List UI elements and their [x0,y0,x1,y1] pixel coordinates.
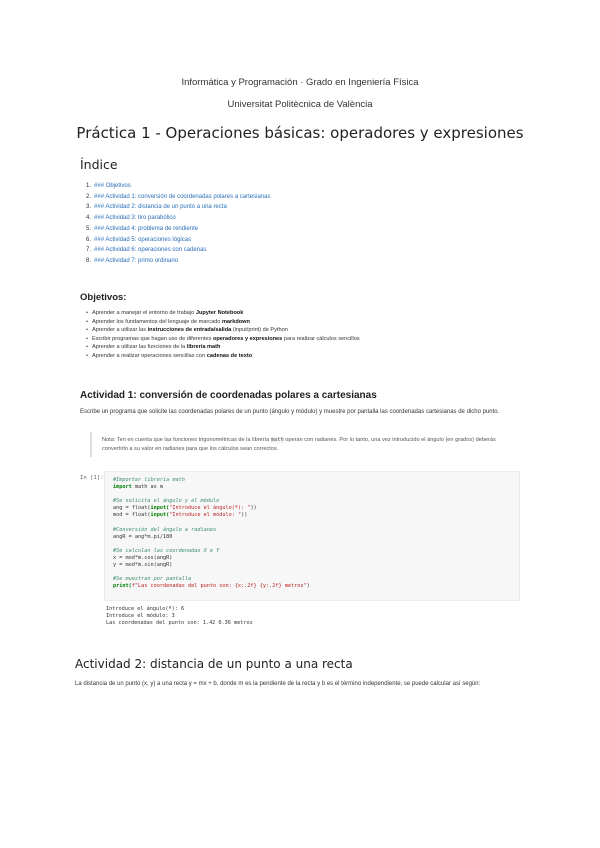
objetivo-pre: Aprender a manejar el entorno de trabajo [91,310,196,316]
code-comment: #Se muestran por pantalla [113,576,192,583]
code-comment: #Se calculan las coordenadas X e Y [113,547,220,554]
code-string: "Introduce el ángulo(º): " [169,505,251,512]
objetivo-pre: Escribir programas que hagan uso de diferentes [91,335,213,342]
objetivo-item [86,309,526,318]
code-line: angR = ang*m.pi/180 [113,533,173,540]
code-line: y = mod*m.sin(angR) [113,562,173,569]
code-block [113,477,511,591]
code-line: )) [250,505,257,512]
note-text-post: operan con radianes. Por lo tanto, una vez introducido el ángulo (en grados) deberás convertirlo a su valor en radianes para que los cálculos sean correctos. [102,437,496,452]
output-line: Las coordenadas del punto son: 1.42 0.36 metros [106,620,253,627]
objetivo-item [86,352,526,361]
toc-link[interactable]: ### Actividad 7: primo ordinario [94,257,179,264]
toc-link[interactable]: ### Actividad 6: operaciones con cadenas [94,247,207,254]
toc-item-number: 5. [86,225,92,232]
note-text-pre: Nota: Ten en cuenta que las funciones trigonométricas de la librería [102,437,271,443]
code-line: )) [241,512,248,519]
code-builtin: input( [150,512,170,519]
code-line: mod = float( [113,512,151,519]
toc-item-number: 2. [86,193,92,200]
toc-link[interactable]: ### Actividad 3: tiro parabólico [94,215,176,222]
actividad1-heading: Actividad 1: conversión de coordenadas polares a cartesianas [80,390,377,401]
toc-link[interactable]: ### Actividad 1: conversión de coordenadas polares a cartesianas [94,193,271,200]
note-code: math [270,437,284,443]
toc-item [86,256,270,267]
toc-item [86,213,270,224]
toc-item-number: 1. [86,183,92,189]
objetivo-pre: Aprender a utilizar las [91,327,148,334]
code-builtin: input( [150,505,170,512]
objetivo-pre: Aprender los fundamentos del lenguaje de marcado [91,318,222,325]
actividad2-text: La distancia de un punto (x, y) a una recta y = mx + b, donde m es la pendiente de la recta y b es el término independiente, se puede calcular así según: [75,681,481,687]
code-comment: #Se solicita el ángulo y el módulo [113,498,220,505]
objetivo-post: (input/print) de Python [231,327,288,334]
toc-item [86,224,270,235]
note-blockquote [90,432,518,457]
table-of-contents [86,181,270,267]
objetivo-bold: cadenas de texto [206,352,253,359]
code-line: math as m [131,484,163,491]
objetivo-item [86,343,526,352]
toc-item [86,245,270,256]
indice-heading: Índice [80,157,118,172]
university-header: Universitat Politècnica de València [227,99,373,110]
output-line: Introduce el módulo: 3 [106,613,175,620]
code-comment: #Importar librería math [113,477,185,483]
objetivo-bold: instrucciones de entrada/salida [147,327,232,334]
actividad1-intro: Escribe un programa que solicite las coordenadas polares de un punto (ángulo y módulo) y muestre por pantalla las coordenadas cartesianas de dicho punto. [80,409,500,415]
code-comment: #Conversión del ángulo a radianes [113,526,217,533]
objetivo-pre: Aprender a realizar operaciones sencillas con [91,352,207,359]
code-builtin: print( [113,583,132,590]
code-line: ang = float( [113,505,151,512]
code-keyword: import [113,484,132,491]
actividad2-heading: Actividad 2: distancia de un punto a una recta [75,657,353,671]
toc-item [86,192,270,203]
toc-link[interactable]: ### Actividad 5: operaciones lógicas [94,236,192,243]
code-cell[interactable] [104,471,520,601]
objetivo-bold: operadores y expresiones [212,335,283,342]
toc-item [86,181,270,192]
toc-item [86,202,270,213]
objetivo-item [86,318,526,327]
toc-item [86,235,270,246]
toc-item-number: 8. [86,257,92,264]
objetivo-post: para realizar cálculos sencillos [282,335,360,342]
objetivo-bold: Jupyter Notebook [195,310,244,316]
code-line: x = mod*m.cos(angR) [113,555,173,562]
toc-link[interactable]: ### Actividad 2: distancia de un punto a una recta [94,204,227,211]
objetivo-item [86,326,526,335]
objetivo-pre: Aprender a utilizar las funciones de la [91,344,187,351]
course-header: Informática y Programación · Grado en Ingeniería Física [181,77,419,88]
cell-prompt: In [1]: [80,475,104,481]
code-string: "Introduce el módulo: " [169,512,242,519]
toc-item-number: 4. [86,215,92,222]
toc-item-number: 3. [86,204,92,211]
toc-item-number: 7. [86,247,92,254]
output-line: Introduce el ángulo(º): 6 [106,606,185,612]
toc-item-number: 6. [86,236,92,243]
objetivos-heading: Objetivos: [80,292,127,303]
objetivo-bold: markdown [221,318,250,325]
objetivos-list [86,309,526,361]
objetivo-item [86,335,526,344]
code-line: ) [306,583,310,590]
page-title: Práctica 1 - Operaciones básicas: operadores y expresiones [76,124,524,142]
toc-link[interactable]: ### Actividad 4: problema de rendiente [94,225,199,232]
code-string: f"Las coordenadas del punto son: {x:.2f} {y:.2f} metros" [131,583,307,590]
cell-output [106,606,253,627]
toc-link[interactable]: ### Objetivos [94,183,131,189]
objetivo-bold: librería math [186,344,221,351]
